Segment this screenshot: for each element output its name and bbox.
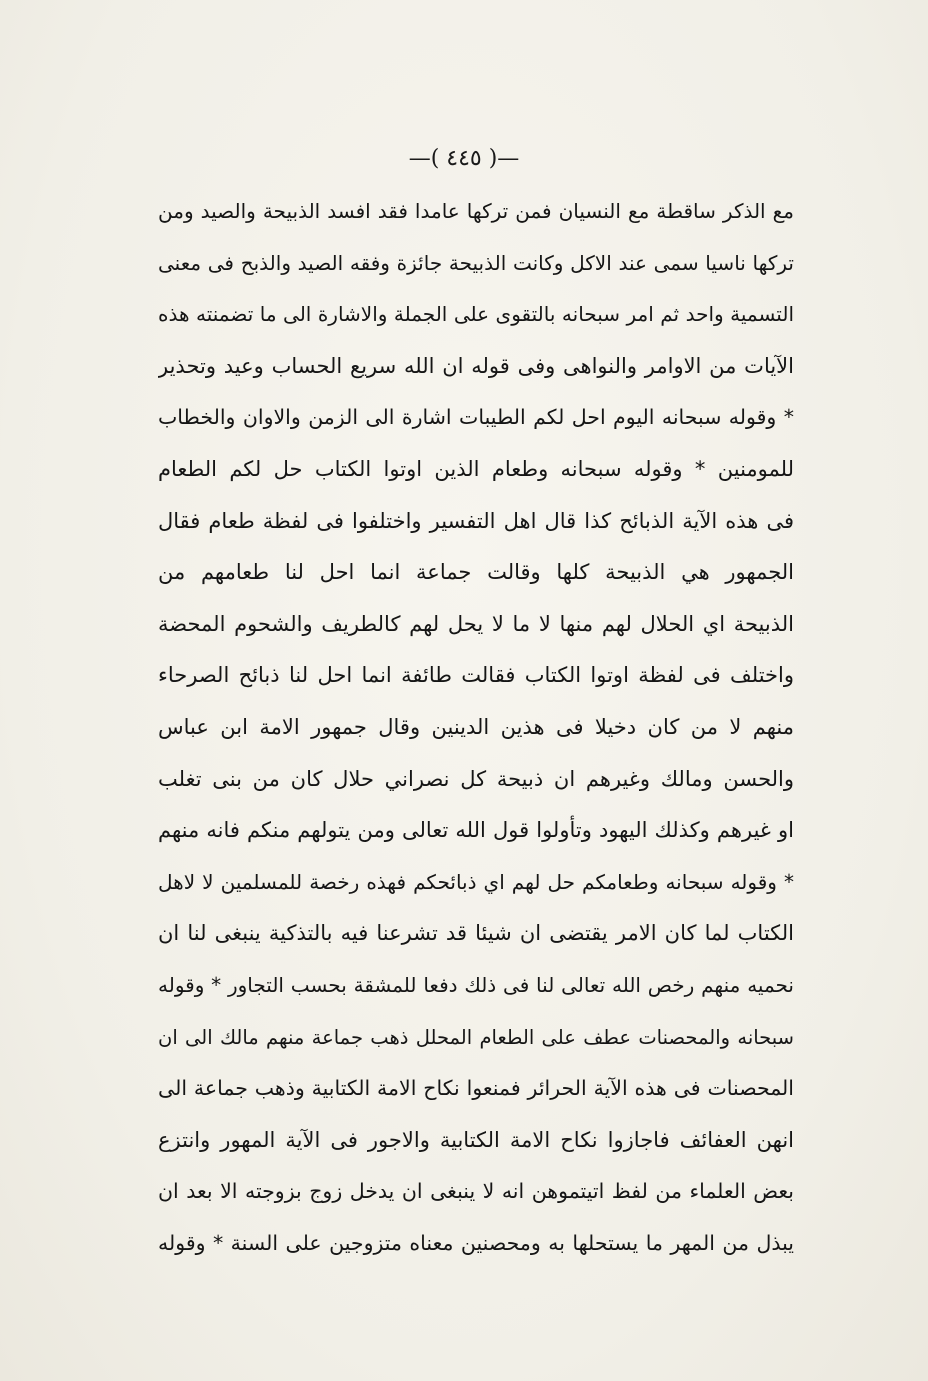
text-line: المحصنات فى هذه الآية الحرائر فمنعوا نكاح الامة الكتابية وذهب جماعة الى xyxy=(158,1076,794,1101)
text-line: * وقوله سبحانه وطعامكم حل لهم اي ذبائحكم فهذه رخصة للمسلمين لا لاهل xyxy=(158,869,794,894)
text-line: نحميه منهم رخص الله تعالى لنا فى ذلك دفعا للمشقة بحسب التجاور * وقوله xyxy=(158,972,794,997)
text-line: الذبيحة اي الحلال لهم منها لا ما لا يحل لهم كالطريف والشحوم المحضة xyxy=(158,611,794,636)
text-line: الجمهور هي الذبيحة كلها وقالت جماعة انما احل لنا طعامهم من xyxy=(158,560,794,585)
text-line: واختلف فى لفظة اوتوا الكتاب فقالت طائفة انما احل لنا ذبائح الصرحاء xyxy=(158,663,794,688)
page-number: —( ٤٤٥ )— xyxy=(408,146,520,171)
text-line: بعض العلماء من لفظ اتيتموهن انه لا ينبغى ان يدخل زوج بزوجته الا بعد ان xyxy=(158,1179,794,1204)
text-line: انهن العفائف فاجازوا نكاح الامة الكتابية والاجور فى الآية المهور وانتزع xyxy=(158,1127,794,1152)
text-line: للمومنين * وقوله سبحانه وطعام الذين اوتوا الكتاب حل لكم الطعام xyxy=(158,456,794,481)
text-line: فى هذه الآية الذبائح كذا قال اهل التفسير واختلفوا فى لفظة طعام فقال xyxy=(158,508,794,533)
text-line: * وقوله سبحانه اليوم احل لكم الطيبات اشارة الى الزمن والاوان والخطاب xyxy=(158,405,794,430)
text-line: يبذل من المهر ما يستحلها به ومحصنين معناه متزوجين على السنة * وقوله xyxy=(158,1230,794,1255)
text-line: الكتاب لما كان الامر يقتضى ان شيئا قد تشرعنا فيه بالتذكية ينبغى لنا ان xyxy=(158,921,794,946)
body-text xyxy=(158,186,794,1269)
text-line: تركها ناسيا سمى عند الاكل وكانت الذبيحة جائزة وفقه الصيد والذبح فى معنى xyxy=(158,250,794,275)
text-line: سبحانه والمحصنات عطف على الطعام المحلل ذهب جماعة منهم مالك الى ان xyxy=(158,1025,794,1049)
text-line: والحسن ومالك وغيرهم ان ذبيحة كل نصراني حلال كان من بنى تغلب xyxy=(158,766,794,791)
text-line: التسمية واحد ثم امر سبحانه بالتقوى على الجملة والاشارة الى ما تضمنته هذه xyxy=(158,302,794,327)
text-line: الآيات من الاوامر والنواهى وفى قوله ان الله سريع الحساب وعيد وتحذير xyxy=(158,353,794,378)
text-line: منهم لا من كان دخيلا فى هذين الدينين وقال جمهور الامة ابن عباس xyxy=(158,714,794,739)
text-line: مع الذكر ساقطة مع النسيان فمن تركها عامدا فقد افسد الذبيحة والصيد ومن xyxy=(158,199,794,223)
text-line: او غيرهم وكذلك اليهود وتأولوا قول الله تعالى ومن يتولهم منكم فانه منهم xyxy=(158,818,794,843)
